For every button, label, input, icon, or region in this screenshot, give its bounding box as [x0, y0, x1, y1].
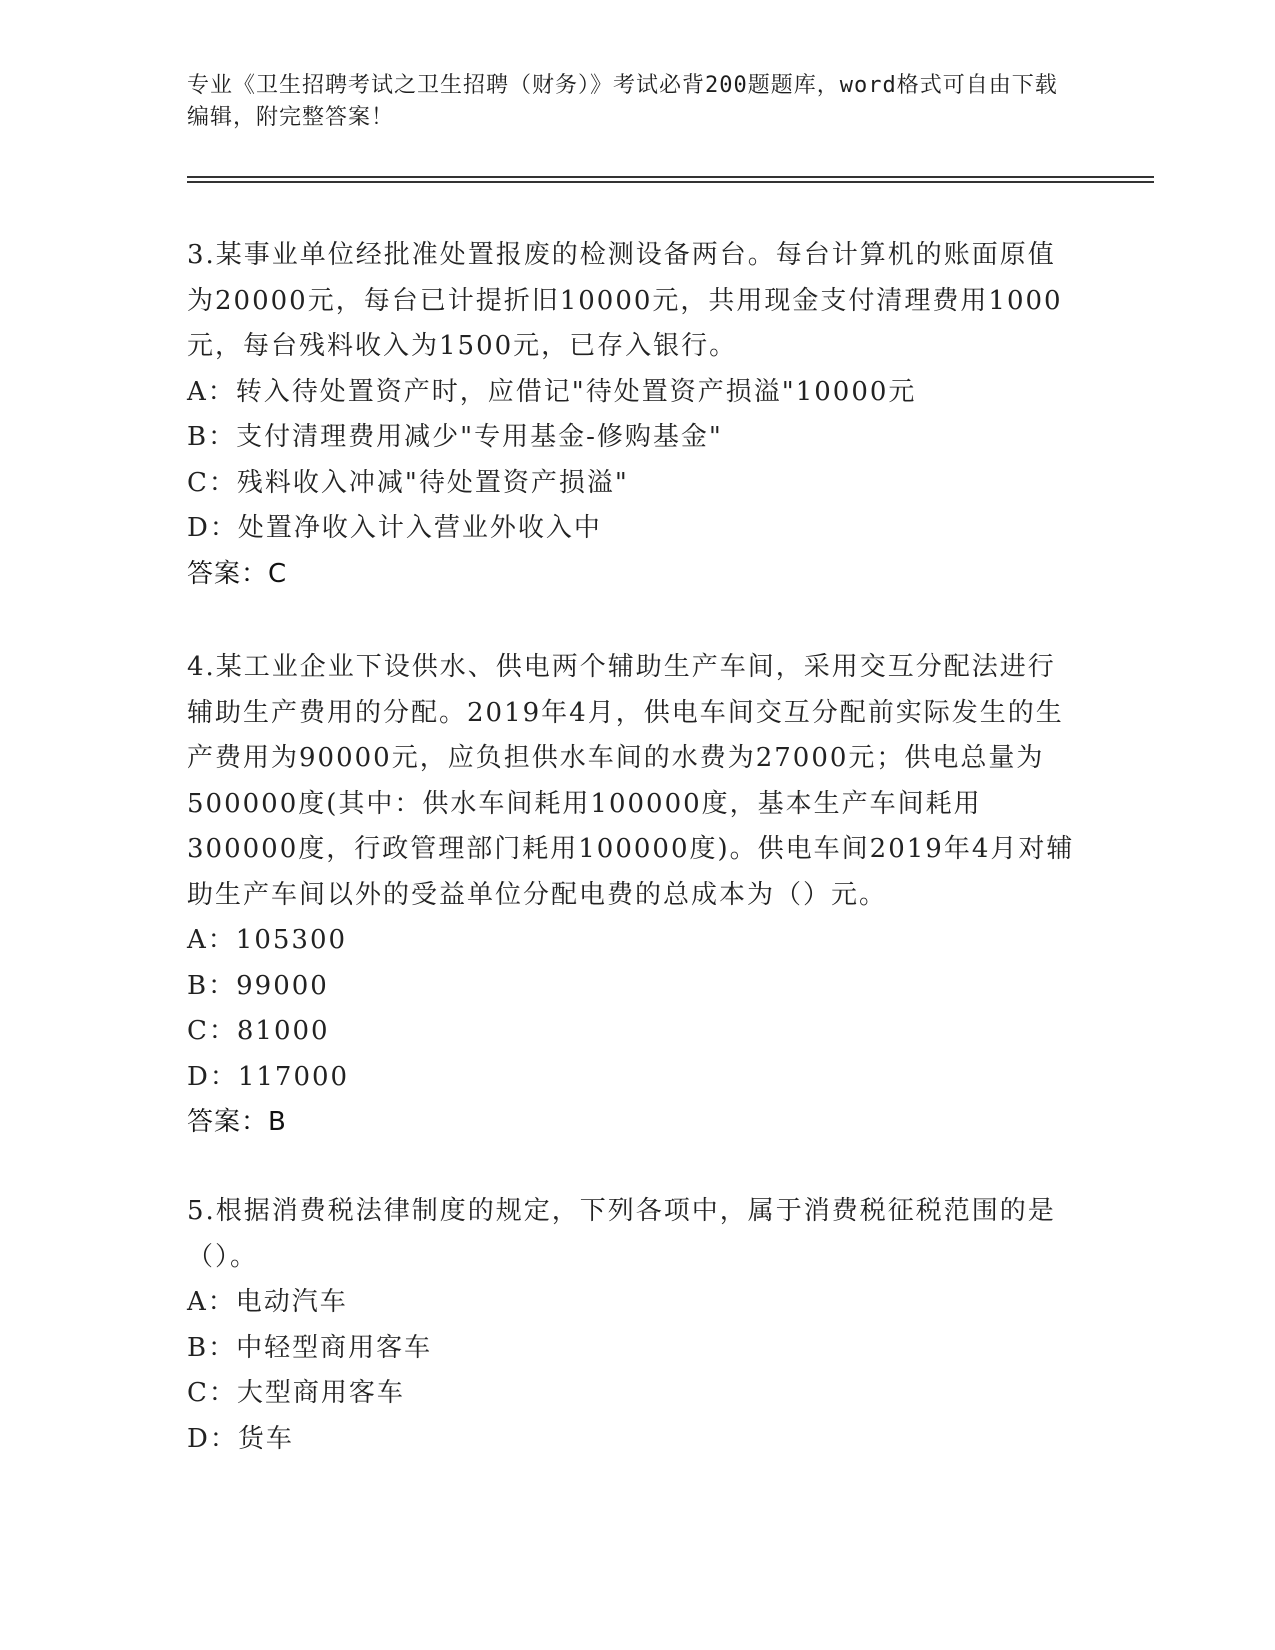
document-header: 专业《卫生招聘考试之卫生招聘（财务）》考试必背200题题库，word格式可自由下载编辑，附完整答案！ — [187, 73, 1058, 130]
option-c: C：大型商用客车 — [187, 1378, 405, 1408]
option-a: A：105300 — [187, 925, 348, 955]
option-b: B：中轻型商用客车 — [187, 1332, 433, 1363]
option-b: B：支付清理费用减少"专用基金-修购基金" — [187, 422, 723, 452]
question-3 — [187, 233, 1077, 597]
header-divider-top — [187, 176, 1154, 178]
option-b: B：99000 — [187, 970, 329, 1001]
question-stem: 5.根据消费税法律制度的规定，下列各项中，属于消费税征税范围的是（）。 — [187, 1196, 1056, 1272]
option-a: A：转入待处置资产时，应借记"待处置资产损溢"10000元 — [187, 376, 917, 407]
option-d: D：处置净收入计入营业外收入中 — [187, 513, 602, 543]
question-4 — [187, 645, 1077, 1146]
question-stem: 4.某工业企业下设供水、供电两个辅助生产车间，采用交互分配法进行辅助生产费用的分配。2019年4月，供电车间交互分配前实际发生的生产费用为90000元，应负担供水车间的水费为27000元；供电总量为500000度(其中：供水车间耗用100000度，基本生产车间耗用300000度，行政管理部门耗用100000度)。供电车间2019年4月对辅助生产车间以外的受益单位分配电费的总成本为（）元。 — [187, 652, 1075, 910]
question-stem: 3.某事业单位经批准处置报废的检测设备两台。每台计算机的账面原值为20000元，每台已计提折旧10000元，共用现金支付清理费用1000元，每台残料收入为1500元，已存入银行。 — [187, 240, 1063, 361]
question-5 — [187, 1189, 1077, 1462]
header-divider-bottom — [187, 181, 1154, 183]
answer: 答案：C — [187, 558, 288, 589]
option-d: D：货车 — [187, 1423, 294, 1454]
answer: 答案：B — [187, 1107, 287, 1137]
option-d: D：117000 — [187, 1061, 350, 1092]
option-a: A：电动汽车 — [187, 1287, 348, 1317]
option-c: C：残料收入冲减"待处置资产损溢" — [187, 467, 629, 498]
option-c: C：81000 — [187, 1016, 330, 1046]
